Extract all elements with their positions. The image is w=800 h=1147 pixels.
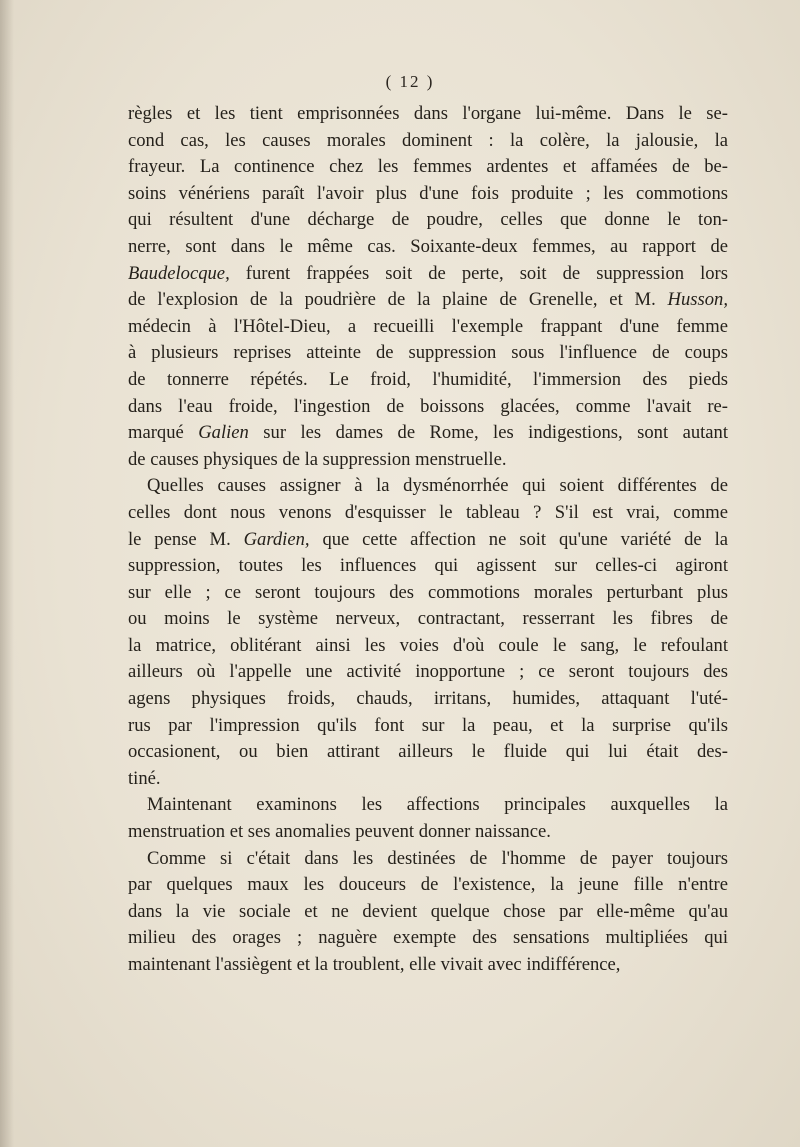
text-line <box>128 340 728 367</box>
text-run: que cette affection ne soit qu'une variété de la <box>309 528 728 550</box>
text-line <box>128 686 728 713</box>
text-run: qui résultent d'une décharge de poudre, celles que donne le ton- <box>128 209 728 231</box>
text-run: frayeur. La continence chez les femmes ardentes et affamées de be- <box>128 156 728 178</box>
text-run: sur les dames de Rome, les indigestions, sont autant <box>248 422 729 444</box>
text-run: de causes physiques de la suppression menstruelle. <box>128 448 507 470</box>
text-line <box>128 553 728 580</box>
text-line <box>128 500 728 527</box>
text-run: marqué <box>128 422 199 444</box>
text-run: furent frappées soit de perte, soit de suppression lors <box>229 262 728 284</box>
text-run: nerre, sont dans le même cas. Soixante-deux femmes, au rapport de <box>128 235 728 257</box>
text-run: occasionent, ou bien attirant ailleurs le fluide qui lui était des- <box>128 741 728 763</box>
text-run: maintenant l'assiègent et la troublent, elle vivait avec indifférence, <box>128 954 621 975</box>
text-line <box>128 154 728 181</box>
paragraph <box>128 101 728 473</box>
italic-name: Baudelocque, <box>128 262 230 284</box>
text-line <box>128 527 728 554</box>
text-run: ou moins le système nerveux, contractant, resserrant les fibres de <box>128 608 728 630</box>
text-line <box>128 819 728 846</box>
text-line <box>128 952 728 979</box>
text-line <box>128 659 728 686</box>
text-run: de tonnerre répétés. Le froid, l'humidité, l'immersion des pieds <box>128 368 728 390</box>
text-run: à plusieurs reprises atteinte de suppression sous l'influence de coups <box>128 342 728 364</box>
text-run: sur elle ; ce seront toujours des commotions morales perturbant plus <box>128 581 728 603</box>
italic-name: Galien <box>198 422 249 444</box>
text-line <box>128 766 728 793</box>
text-line <box>128 261 728 288</box>
text-line <box>128 473 728 500</box>
text-run: de l'explosion de la poudrière de la plaine de Grenelle, et M. <box>128 289 668 311</box>
text-line <box>128 846 728 873</box>
text-line <box>128 181 728 208</box>
text-run: médecin à l'Hôtel-Dieu, a recueilli l'exemple frappant d'une femme <box>128 315 728 337</box>
text-line <box>128 872 728 899</box>
text-line <box>128 580 728 607</box>
body-text <box>128 101 728 979</box>
text-run: celles dont nous venons d'esquisser le tableau ? S'il est vrai, comme <box>128 501 728 523</box>
text-line <box>128 899 728 926</box>
text-line <box>128 101 728 128</box>
text-run: dans l'eau froide, l'ingestion de boissons glacées, comme l'avait re- <box>128 395 728 417</box>
text-line <box>128 792 728 819</box>
text-line <box>128 633 728 660</box>
text-run: menstruation et ses anomalies peuvent donner naissance. <box>128 821 551 843</box>
text-run: cond cas, les causes morales dominent : la colère, la jalousie, la <box>128 129 728 151</box>
text-line <box>128 234 728 261</box>
page-number: ( 12 ) <box>385 72 435 91</box>
text-line <box>128 606 728 633</box>
italic-name: Gardien, <box>243 528 310 550</box>
text-run: règles et les tient emprisonnées dans l'organe lui-même. Dans le se- <box>128 103 728 124</box>
text-line <box>128 367 728 394</box>
paragraph <box>128 473 728 792</box>
text-run: Maintenant examinons les affections principales auxquelles la <box>147 794 728 816</box>
text-line <box>128 128 728 155</box>
text-run: soins vénériens paraît l'avoir plus d'une fois produite ; les commotions <box>128 182 728 204</box>
text-run: suppression, toutes les influences qui agissent sur celles-ci agiront <box>128 555 728 577</box>
text-line <box>128 925 728 952</box>
text-line <box>128 420 728 447</box>
text-run: milieu des orages ; naguère exempte des sensations multipliées qui <box>128 927 728 949</box>
paragraph <box>128 792 728 845</box>
text-line <box>128 394 728 421</box>
text-line <box>128 739 728 766</box>
text-run: tiné. <box>128 767 161 789</box>
text-run: ailleurs où l'appelle une activité inopportune ; ce seront toujours des <box>128 661 728 683</box>
text-line <box>128 207 728 234</box>
text-run: le pense M. <box>128 528 244 550</box>
binding-shadow <box>0 0 14 1147</box>
paragraph <box>128 846 728 979</box>
text-run: la matrice, oblitérant ainsi les voies d'où coule le sang, le refoulant <box>128 634 728 656</box>
text-run: agens physiques froids, chauds, irritans, humides, attaquant l'uté- <box>128 688 728 710</box>
text-line <box>128 447 728 474</box>
text-line <box>128 314 728 341</box>
text-run: dans la vie sociale et ne devient quelque chose par elle-même qu'au <box>128 900 728 922</box>
text-run: Comme si c'était dans les destinées de l'homme de payer toujours <box>147 847 728 869</box>
italic-name: Husson, <box>667 289 728 311</box>
text-run: par quelques maux les douceurs de l'existence, la jeune fille n'entre <box>128 874 728 896</box>
text-run: Quelles causes assigner à la dysménorrhée qui soient différentes de <box>147 475 728 497</box>
text-line <box>128 287 728 314</box>
text-run: rus par l'impression qu'ils font sur la peau, et la surprise qu'ils <box>128 714 728 736</box>
text-line <box>128 713 728 740</box>
